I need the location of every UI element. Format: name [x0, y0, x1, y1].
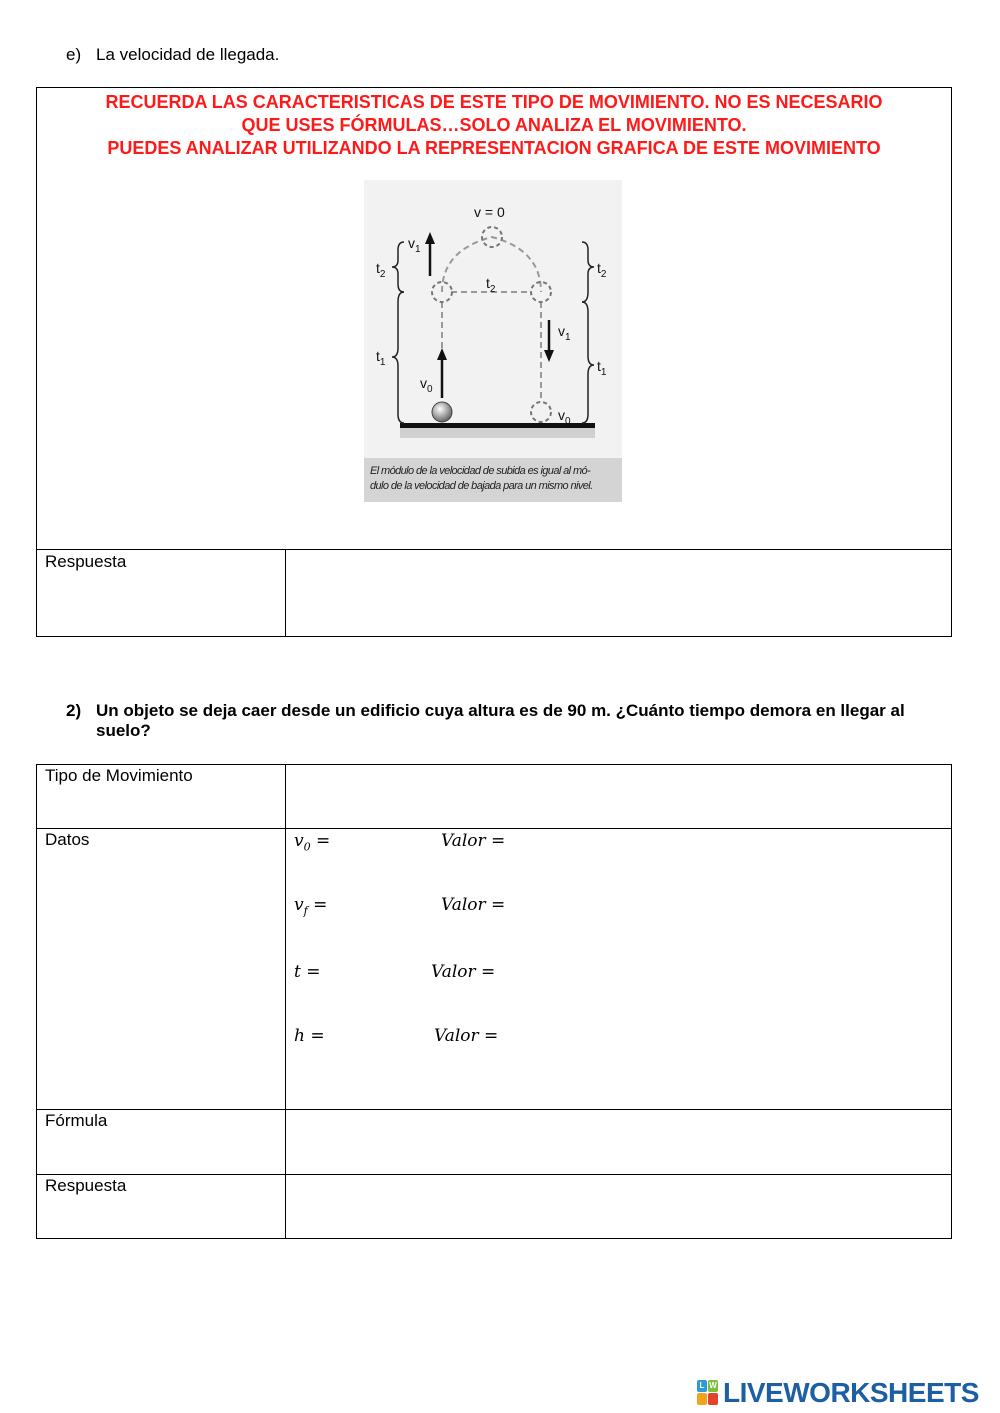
svg-text:v0: $v_0$: [420, 375, 433, 395]
question-2-text: Un objeto se deja caer desde un edificio cuya altura es de 90 m. ¿Cuánto tiempo demora en llegar al suelo?: [96, 701, 905, 740]
datos-cell[interactable]: [286, 829, 951, 1109]
ball-launch: [432, 402, 452, 422]
item-e-text: La velocidad de llegada.: [96, 45, 280, 64]
answer-table-2: [36, 764, 952, 1239]
formula-answer-cell[interactable]: [286, 1110, 951, 1174]
figure-caption-line-1: El módulo de la velocidad de subida es igual al mó-: [370, 465, 591, 477]
datos-label: Datos: [37, 829, 286, 1109]
t-valor: Valor =: [431, 962, 496, 982]
svg-text:v1: $v_1$: [408, 235, 421, 255]
formula-label: Fórmula: [37, 1110, 286, 1174]
tipo-answer-cell[interactable]: [286, 765, 951, 828]
svg-text:t2: $t_2$: [376, 260, 386, 280]
row-respuesta: [37, 1175, 951, 1238]
row-formula: [37, 1110, 951, 1175]
respuesta-answer-cell[interactable]: [286, 1175, 951, 1238]
respuesta-label-2: Respuesta: [37, 1175, 286, 1238]
vf-valor: Valor =: [441, 895, 506, 915]
liveworksheets-logo-icon: L W: [697, 1380, 719, 1406]
liveworksheets-text: LIVEWORKSHEETS: [723, 1377, 979, 1408]
reminder-line-3: PUEDES ANALIZAR UTILIZANDO LA REPRESENTACION GRAFICA DE ESTE MOVIMIENTO: [107, 138, 881, 158]
vertical-throw-diagram: [364, 180, 622, 502]
respuesta-label-1: Respuesta: [37, 550, 286, 637]
row-datos: [37, 829, 951, 1110]
reminder-text: [37, 91, 951, 160]
svg-text:t1: $t_1$: [597, 358, 607, 378]
svg-text:t2: $t_2$: [486, 275, 496, 295]
svg-text:v1: $v_1$: [558, 323, 571, 343]
h-var: h =: [294, 1026, 325, 1046]
t-var: t =: [294, 962, 321, 982]
figure-caption-line-2: dulo de la velocidad de bajada para un mismo nivel.: [370, 480, 593, 492]
h-valor: Valor =: [434, 1026, 499, 1046]
liveworksheets-brand: [697, 1376, 979, 1410]
figure-caption: [364, 458, 622, 502]
item-e: [66, 45, 279, 65]
v0-valor: Valor =: [441, 831, 506, 851]
svg-text:t1: $t_1$: [376, 348, 386, 368]
question-2: [66, 701, 956, 741]
respuesta-row-1: [37, 549, 951, 637]
reminder-line-1: RECUERDA LAS CARACTERISTICAS DE ESTE TIPO DE MOVIMIENTO. NO ES NECESARIO: [105, 92, 883, 112]
vf-var: $v_f$ =: [294, 895, 328, 918]
question-2-number: 2): [66, 701, 82, 720]
v0-var: $v_0$ =: [294, 831, 331, 854]
reminder-box: [36, 87, 952, 637]
row-tipo: [37, 765, 951, 829]
reminder-line-2: QUE USES FÓRMULAS…SOLO ANALIZA EL MOVIMIENTO.: [241, 115, 747, 135]
label-v-top: v = 0: [474, 204, 505, 220]
svg-text:v0: $v_0$: [558, 407, 571, 427]
tipo-label: Tipo de Movimiento: [37, 765, 286, 828]
item-e-label: e): [66, 45, 82, 64]
svg-text:t2: $t_2$: [597, 260, 607, 280]
